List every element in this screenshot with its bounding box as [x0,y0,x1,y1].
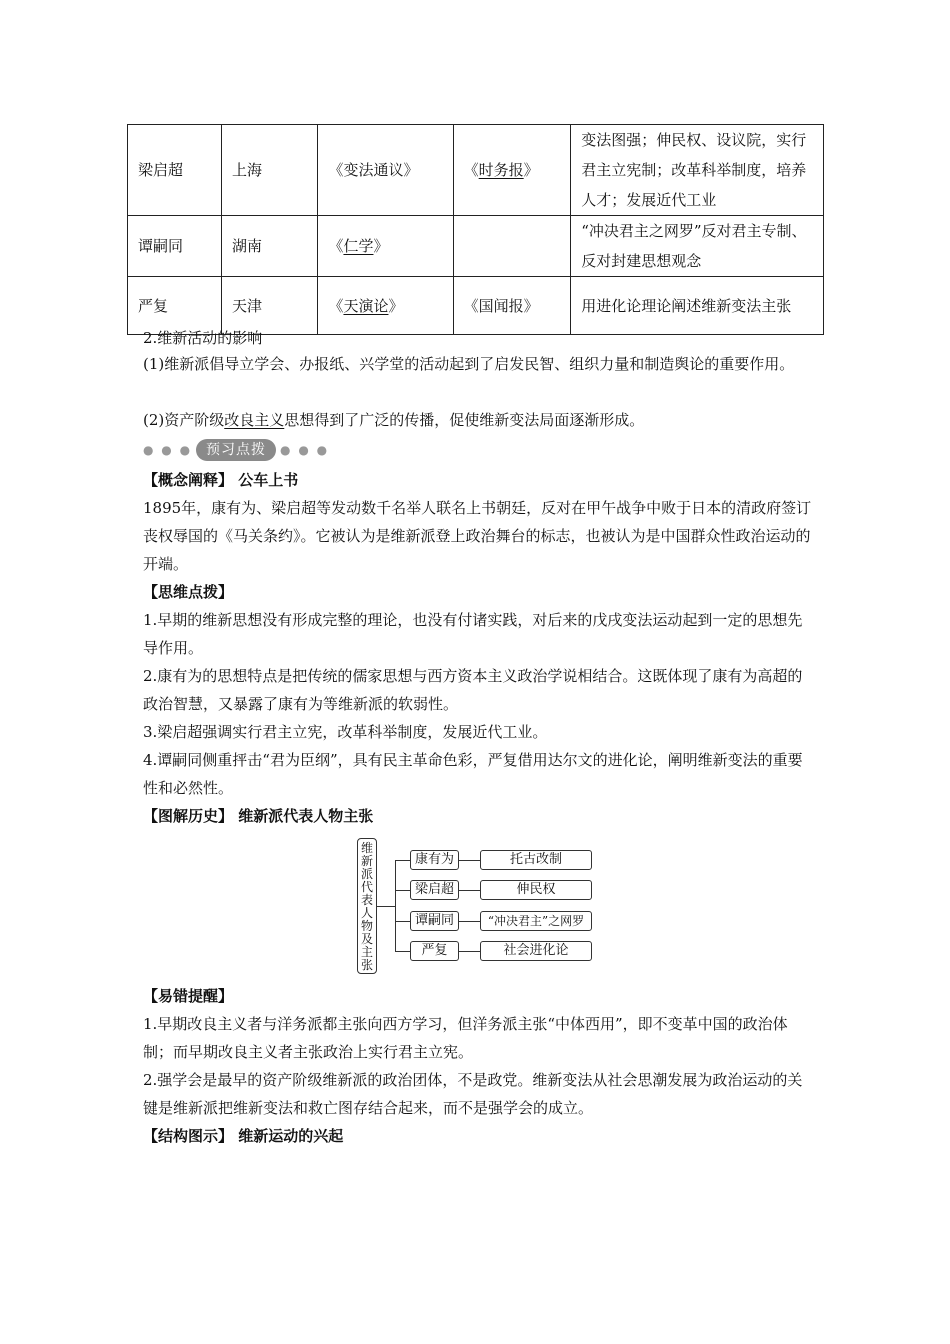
root-char: 表 [360,893,373,907]
thinking-item: 4.谭嗣同侧重抨击“君为臣纲”，具有民主革命色彩，严复借用达尔文的进化论，阐明维新变法的重要性和必然性。 [143,751,803,797]
p2-underlined: 改良主义 [224,411,285,429]
influence-paragraph-1: (1)维新派倡导立学会、办报纸、兴学堂的活动起到了启发民智、组织力量和制造舆论的重要作用。 [143,355,795,373]
diagram-idea: 伸民权 [480,880,592,900]
table-cell-place: 上海 [222,125,318,216]
reformers-diagram [355,838,595,978]
table-cell-name: 严复 [128,277,222,335]
connector-link [459,951,480,952]
table-cell-work: 《仁学》 [318,216,453,277]
connector-branch [395,921,410,922]
influence-paragraph-2 [143,406,813,434]
root-char: 维 [360,841,373,855]
table-cell-claims: “冲决君主之网罗”反对君主专制、反对封建思想观念 [571,216,824,277]
table-cell-paper: 《时务报》 [453,125,571,216]
table-row [128,216,824,277]
table-cell-paper: 《国闻报》 [453,277,571,335]
banner-label: 预习点拨 [196,439,276,461]
p2-suffix: 思想得到了广泛的传播，促使维新变法局面逐渐形成。 [284,411,645,429]
table-cell-name: 谭嗣同 [128,216,222,277]
diagram-root-box [357,838,377,974]
diagram-idea: “冲决君主”之网罗 [480,911,592,931]
table-cell-work: 《天演论》 [318,277,453,335]
diagram-person: 梁启超 [410,880,459,900]
underlined-title: 时务报 [478,161,524,179]
mistakes-item: 2.强学会是最早的资产阶级维新派的政治团体，不是政党。维新变法从社会思潮发展为政治运动的关键是维新派把维新变法和救亡图存结合起来，而不是强学会的成立。 [143,1071,803,1117]
underlined-title: 天演论 [343,296,389,315]
connector-branch [395,951,410,952]
connector-branch [395,860,410,861]
underlined-title: 仁学 [343,237,374,255]
diagram-idea: 托古改制 [480,850,592,870]
table-cell-place: 湖南 [222,216,318,277]
concept-heading: 【概念阐释】 公车上书 [143,471,299,489]
structure-heading: 【结构图示】 维新运动的兴起 [143,1127,344,1145]
banner-dots-left: ● ● ● [143,443,193,457]
diagram-idea: 社会进化论 [480,941,592,961]
root-char: 新 [360,854,373,868]
thinking-item: 3.梁启超强调实行君主立宪，改革科举制度，发展近代工业。 [143,723,548,741]
connector-root [377,906,395,907]
influence-heading: 2.维新活动的影响 [143,329,263,347]
diagram-person: 康有为 [410,850,459,870]
connector-link [459,890,480,891]
root-char: 人 [360,906,373,920]
preview-banner [143,438,329,462]
root-char: 物 [360,919,373,933]
root-char: 代 [360,880,373,894]
table-cell-name: 梁启超 [128,125,222,216]
connector-trunk [395,860,396,952]
root-char: 主 [360,945,373,959]
mistakes-heading: 【易错提醒】 [143,987,234,1005]
table-cell-work: 《变法通议》 [318,125,453,216]
table-row [128,125,824,216]
connector-branch [395,890,410,891]
connector-link [459,921,480,922]
banner-dots-right: ● ● ● [280,443,330,457]
reformers-table [127,124,824,335]
thinking-item: 2.康有为的思想特点是把传统的儒家思想与西方资本主义政治学说相结合。这既体现了康有为高超的政治智慧，又暴露了康有为等维新派的软弱性。 [143,667,803,713]
connector-link [459,860,480,861]
diagram-person: 严复 [410,941,459,961]
concept-body: 1895年，康有为、梁启超等发动数千名举人联名上书朝廷，反对在甲午战争中败于日本的清政府签订丧权辱国的《马关条约》。它被认为是维新派登上政治舞台的标志，也被认为是中国群众性政治运动的开端。 [143,499,812,573]
table-cell-claims: 变法图强；伸民权、设议院，实行君主立宪制；改革科举制度，培养人才；发展近代工业 [571,125,824,216]
thinking-item: 1.早期的维新思想没有形成完整的理论，也没有付诸实践，对后来的戊戌变法运动起到一定的思想先导作用。 [143,611,803,657]
thinking-heading: 【思维点拨】 [143,583,234,601]
mistakes-item: 1.早期改良主义者与洋务派都主张向西方学习，但洋务派主张“中体西用”，即不变革中国的政治体制；而早期改良主义者主张政治上实行君主立宪。 [143,1015,788,1061]
table-cell-claims: 用进化论理论阐述维新变法主张 [571,277,824,335]
root-char: 及 [360,932,373,946]
root-char: 派 [360,867,373,881]
p2-prefix: (2)资产阶级 [143,411,225,429]
diagram-person: 谭嗣同 [410,911,459,931]
table-cell-place: 天津 [222,277,318,335]
illustrated-heading: 【图解历史】 维新派代表人物主张 [143,807,374,825]
table-cell-paper [453,216,571,277]
root-char: 张 [360,958,373,972]
